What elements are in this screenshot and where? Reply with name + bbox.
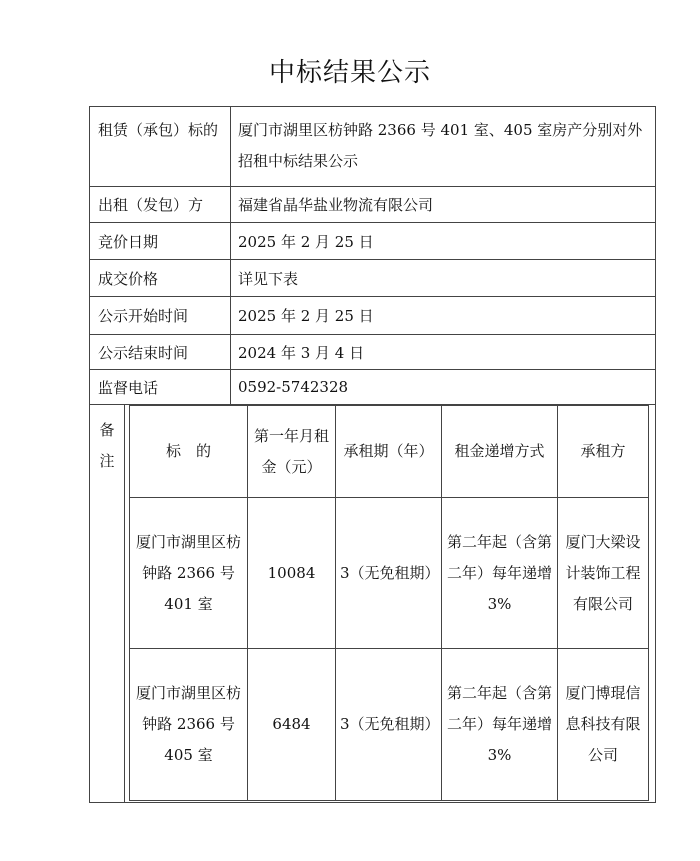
- cell-increase: 第二年起（含第二年）每年递增 3%: [442, 498, 558, 649]
- cell-tenant: 厦门大梁设计装饰工程有限公司: [558, 498, 649, 649]
- row-phone: [90, 370, 655, 405]
- cell-rent: 6484: [248, 649, 336, 801]
- row-label: 公示结束时间: [90, 335, 231, 369]
- results-table: [129, 405, 649, 801]
- cell-term: 3（无免租期）: [336, 649, 442, 801]
- row-lessor: [90, 187, 655, 223]
- cell-increase: 第二年起（含第二年）每年递增 3%: [442, 649, 558, 801]
- row-notice-end: [90, 335, 655, 370]
- cell-tenant: 厦门博琨信息科技有限公司: [558, 649, 649, 801]
- row-notice-start: [90, 297, 655, 335]
- row-value: 厦门市湖里区枋钟路 2366 号 401 室、405 室房产分别对外招租中标结果公示: [238, 121, 643, 170]
- remarks-label-text: 备注: [99, 421, 115, 470]
- result-form: [89, 106, 656, 803]
- header-rent: 第一年月租金（元）: [248, 406, 336, 498]
- results-table-frame: [125, 405, 655, 802]
- header-subject: 标 的: [130, 406, 248, 498]
- header-term: 承租期（年）: [336, 406, 442, 498]
- cell-subject: 厦门市湖里区枋钟路 2366 号 401 室: [130, 498, 248, 649]
- remarks-label: [90, 405, 125, 802]
- table-header-row: [130, 406, 649, 498]
- row-label: 成交价格: [90, 260, 231, 296]
- header-tenant: 承租方: [558, 406, 649, 498]
- row-subject: [90, 107, 655, 187]
- row-value: 2025 年 2 月 25 日: [238, 307, 374, 325]
- cell-term: 3（无免租期）: [336, 498, 442, 649]
- cell-subject: 厦门市湖里区枋钟路 2366 号 405 室: [130, 649, 248, 801]
- row-bid-date: [90, 223, 655, 260]
- row-label: 公示开始时间: [90, 297, 231, 334]
- header-increase: 租金递增方式: [442, 406, 558, 498]
- cell-rent: 10084: [248, 498, 336, 649]
- row-label: 监督电话: [90, 370, 231, 404]
- row-value: 福建省晶华盐业物流有限公司: [238, 196, 434, 214]
- row-label: 租赁（承包）标的: [90, 107, 231, 186]
- row-value: 详见下表: [238, 269, 299, 288]
- row-label: 竞价日期: [90, 223, 231, 259]
- row-value: 2025 年 2 月 25 日: [238, 232, 374, 251]
- page-title: 中标结果公示: [268, 58, 431, 88]
- row-price: [90, 260, 655, 297]
- row-value: 2024 年 3 月 4 日: [238, 343, 365, 362]
- table-row: [130, 498, 649, 649]
- row-value: 0592-5742328: [238, 378, 349, 396]
- table-row: [130, 649, 649, 801]
- row-label: 出租（发包）方: [90, 187, 231, 222]
